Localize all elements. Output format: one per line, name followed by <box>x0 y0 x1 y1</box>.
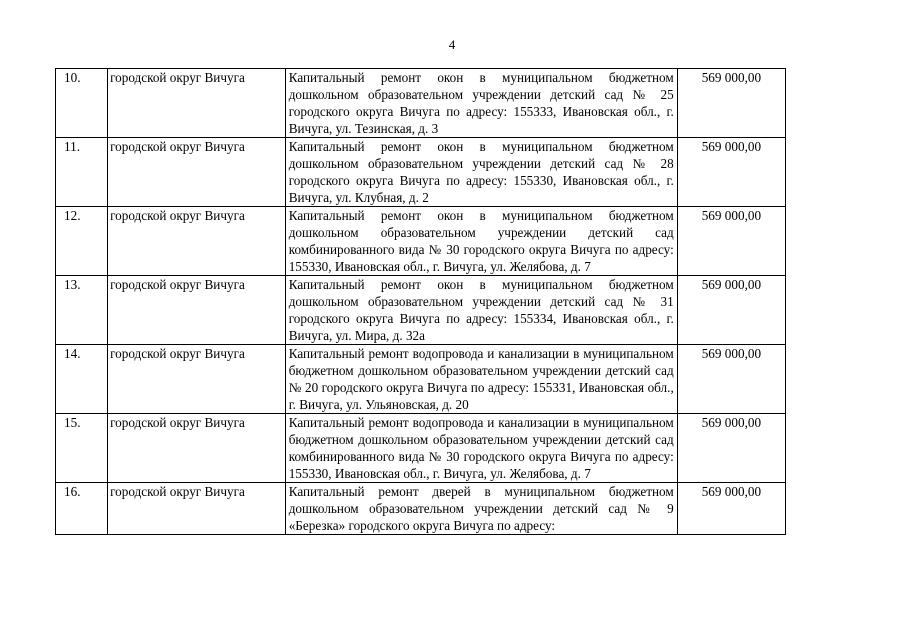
table-row <box>56 69 786 138</box>
table-row <box>56 207 786 276</box>
amount-cell: 569 000,00 <box>677 483 785 535</box>
municipality-cell: городской округ Вичуга <box>108 69 286 138</box>
description-cell: Капитальный ремонт окон в муниципальном бюджетном дошкольном образовательном учреждении детский сад комбинированного вида № 30 городского округа Вичуга по адресу: 155330, Ивановская обл., г. Вичуга, ул. Желябова, д. 7 <box>285 207 677 276</box>
municipality-cell: городской округ Вичуга <box>108 276 286 345</box>
amount-cell: 569 000,00 <box>677 345 785 414</box>
description-cell: Капитальный ремонт окон в муниципальном бюджетном дошкольном образовательном учреждении детский сад № 28 городского округа Вичуга по адресу: 155330, Ивановская обл., г. Вичуга, ул. Клубная, д. 2 <box>285 138 677 207</box>
table-row <box>56 138 786 207</box>
description-cell: Капитальный ремонт окон в муниципальном бюджетном дошкольном образовательном учреждении детский сад № 31 городского округа Вичуга по адресу: 155334, Ивановская обл., г. Вичуга, ул. Мира, д. 32а <box>285 276 677 345</box>
row-number: 10. <box>56 69 108 138</box>
municipality-cell: городской округ Вичуга <box>108 345 286 414</box>
row-number: 13. <box>56 276 108 345</box>
row-number: 11. <box>56 138 108 207</box>
table-row <box>56 276 786 345</box>
row-number: 12. <box>56 207 108 276</box>
funding-table <box>55 68 786 535</box>
amount-cell: 569 000,00 <box>677 207 785 276</box>
amount-cell: 569 000,00 <box>677 138 785 207</box>
municipality-cell: городской округ Вичуга <box>108 483 286 535</box>
description-cell: Капитальный ремонт дверей в муниципальном бюджетном дошкольном образовательном учреждении детский сад № 9 «Березка» городского округа Вичуга по адресу: <box>285 483 677 535</box>
municipality-cell: городской округ Вичуга <box>108 138 286 207</box>
row-number: 14. <box>56 345 108 414</box>
amount-cell: 569 000,00 <box>677 69 785 138</box>
municipality-cell: городской округ Вичуга <box>108 207 286 276</box>
description-cell: Капитальный ремонт водопровода и канализации в муниципальном бюджетном дошкольном образовательном учреждении детский сад № 20 городского округа Вичуга по адресу: 155331, Ивановская обл., г. Вичуга, ул. Ульяновская, д. 20 <box>285 345 677 414</box>
table-row <box>56 414 786 483</box>
description-cell: Капитальный ремонт окон в муниципальном бюджетном дошкольном образовательном учреждении детский сад № 25 городского округа Вичуга по адресу: 155333, Ивановская обл., г. Вичуга, ул. Тезинская, д. 3 <box>285 69 677 138</box>
amount-cell: 569 000,00 <box>677 276 785 345</box>
municipality-cell: городской округ Вичуга <box>108 414 286 483</box>
row-number: 16. <box>56 483 108 535</box>
amount-cell: 569 000,00 <box>677 414 785 483</box>
description-cell: Капитальный ремонт водопровода и канализации в муниципальном бюджетном дошкольном образовательном учреждении детский сад комбинированного вида № 30 городского округа Вичуга по адресу: 155330, Ивановская обл., г. Вичуга, ул. Желябова, д. 7 <box>285 414 677 483</box>
row-number: 15. <box>56 414 108 483</box>
page-number: 4 <box>448 37 456 52</box>
table-row <box>56 483 786 535</box>
table-row <box>56 345 786 414</box>
